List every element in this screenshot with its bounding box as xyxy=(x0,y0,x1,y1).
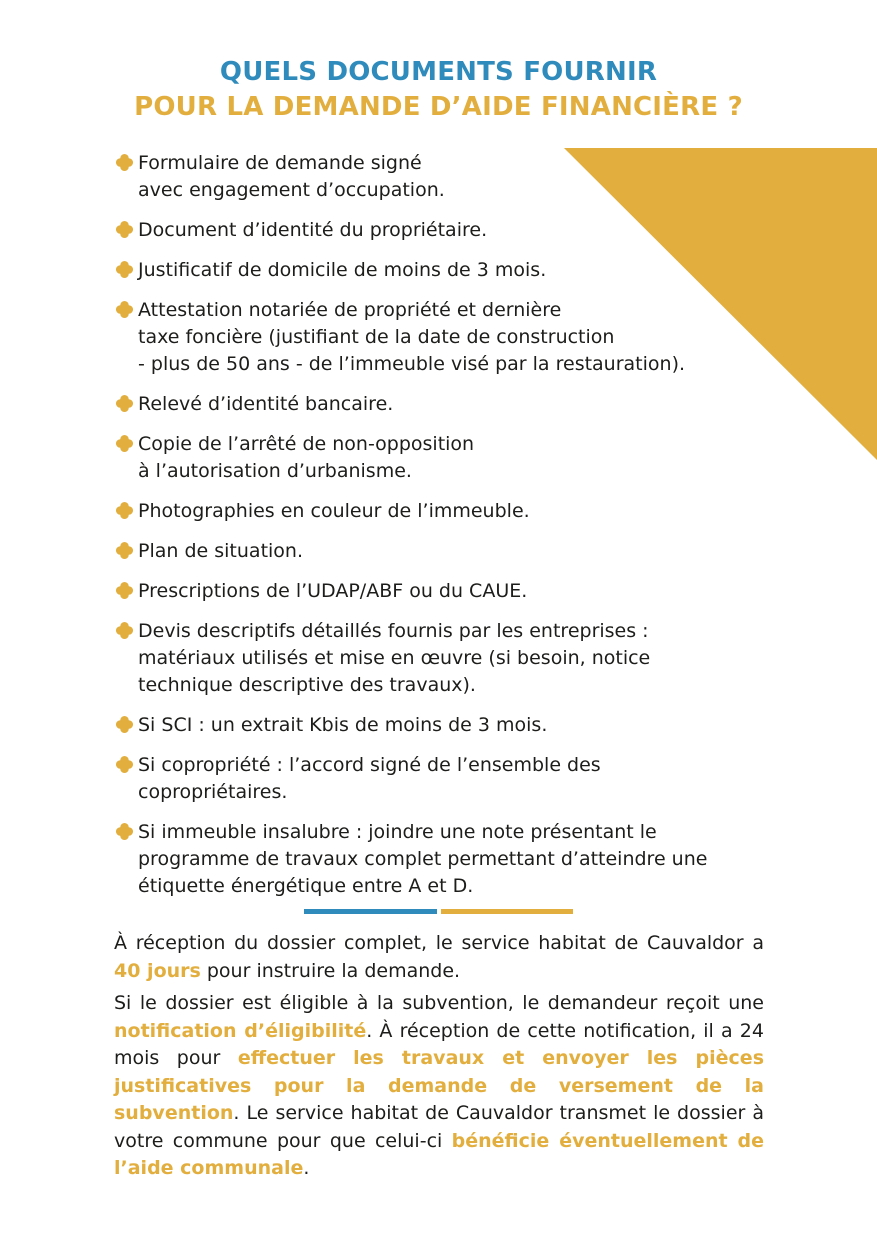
paragraph-reception xyxy=(114,930,764,985)
highlight-aide-communale: bénéficie éventuellement de l’aide communale xyxy=(114,1129,764,1179)
flower-bullet-icon xyxy=(115,581,134,600)
flower-bullet-icon xyxy=(115,434,134,453)
flower-bullet-icon xyxy=(115,220,134,239)
list-item-line: Si SCI : un extrait Kbis de moins de 3 mois. xyxy=(138,714,548,736)
flower-bullet-icon xyxy=(115,300,134,319)
documents-list xyxy=(114,150,774,900)
paragraph-eligibility xyxy=(114,990,764,1183)
list-item xyxy=(114,752,774,806)
paragraph-text: À réception du dossier complet, le service habitat de Cauvaldor a xyxy=(114,932,764,954)
divider-gold xyxy=(441,909,573,914)
paragraph-text: . xyxy=(303,1157,310,1179)
list-item-line: technique descriptive des travaux). xyxy=(138,674,476,696)
list-item-line: Relevé d’identité bancaire. xyxy=(138,393,394,415)
flower-bullet-icon xyxy=(115,822,134,841)
list-item xyxy=(114,431,774,485)
list-item-line: taxe foncière (justifiant de la date de construction xyxy=(138,326,615,348)
highlight-travaux: effectuer les travaux et envoyer les pièces justificatives pour la demande de versement de la subvention xyxy=(114,1047,765,1124)
list-item-line: Justificatif de domicile de moins de 3 mois. xyxy=(138,259,547,281)
flower-bullet-icon xyxy=(115,501,134,520)
list-item xyxy=(114,297,774,378)
list-item-line: Devis descriptifs détaillés fournis par les entreprises : xyxy=(138,620,649,642)
list-item-line: Copie de l’arrêté de non-opposition xyxy=(138,433,475,455)
flower-bullet-icon xyxy=(115,715,134,734)
flower-bullet-icon xyxy=(115,260,134,279)
list-item xyxy=(114,257,774,284)
list-item-line: étiquette énergétique entre A et D. xyxy=(138,875,474,897)
list-item xyxy=(114,618,774,699)
flower-bullet-icon xyxy=(115,541,134,560)
list-item-line: copropriétaires. xyxy=(138,781,288,803)
list-item-line: à l’autorisation d’urbanisme. xyxy=(138,460,412,482)
list-item-line: programme de travaux complet permettant d’atteindre une xyxy=(138,848,708,870)
flower-bullet-icon xyxy=(115,621,134,640)
list-item xyxy=(114,217,774,244)
list-item-line: Formulaire de demande signé xyxy=(138,152,422,174)
list-item-line: - plus de 50 ans - de l’immeuble visé par la restauration). xyxy=(138,353,686,375)
list-item xyxy=(114,538,774,565)
list-item-line: Si copropriété : l’accord signé de l’ensemble des xyxy=(138,754,601,776)
paragraph-text: pour instruire la demande. xyxy=(200,959,461,982)
list-item xyxy=(114,150,774,204)
divider-blue xyxy=(304,909,437,914)
list-item-line: Plan de situation. xyxy=(138,540,303,562)
page-title-line2: POUR LA DEMANDE D’AIDE FINANCIÈRE ? xyxy=(134,92,743,122)
list-item xyxy=(114,391,774,418)
list-item-line: Attestation notariée de propriété et dernière xyxy=(138,299,562,321)
list-item-line: Document d’identité du propriétaire. xyxy=(138,219,488,241)
list-item xyxy=(114,819,774,900)
list-item xyxy=(114,578,774,605)
list-item-line: Prescriptions de l’UDAP/ABF ou du CAUE. xyxy=(138,580,528,602)
list-item xyxy=(114,712,774,739)
list-item-line: avec engagement d’occupation. xyxy=(138,179,445,201)
paragraph-text: Si le dossier est éligible à la subvention, le demandeur reçoit une xyxy=(114,992,764,1014)
paragraph-text: . Le service habitat de Cauvaldor transmet le dossier à votre commune pour que celui-ci xyxy=(114,1102,764,1152)
list-item xyxy=(114,498,774,525)
flower-bullet-icon xyxy=(115,153,134,172)
paragraph-text: . À réception de cette notification, il a 24 mois pour xyxy=(114,1019,764,1069)
flower-bullet-icon xyxy=(115,394,134,413)
list-item-line: Si immeuble insalubre : joindre une note présentant le xyxy=(138,821,657,843)
highlight-40-jours: 40 jours xyxy=(114,959,201,982)
page-title-line1: QUELS DOCUMENTS FOURNIR xyxy=(219,57,658,87)
list-item-line: matériaux utilisés et mise en œuvre (si besoin, notice xyxy=(138,647,651,669)
highlight-notification: notification d’éligibilité xyxy=(114,1019,367,1042)
flower-bullet-icon xyxy=(115,755,134,774)
list-item-line: Photographies en couleur de l’immeuble. xyxy=(138,500,530,522)
